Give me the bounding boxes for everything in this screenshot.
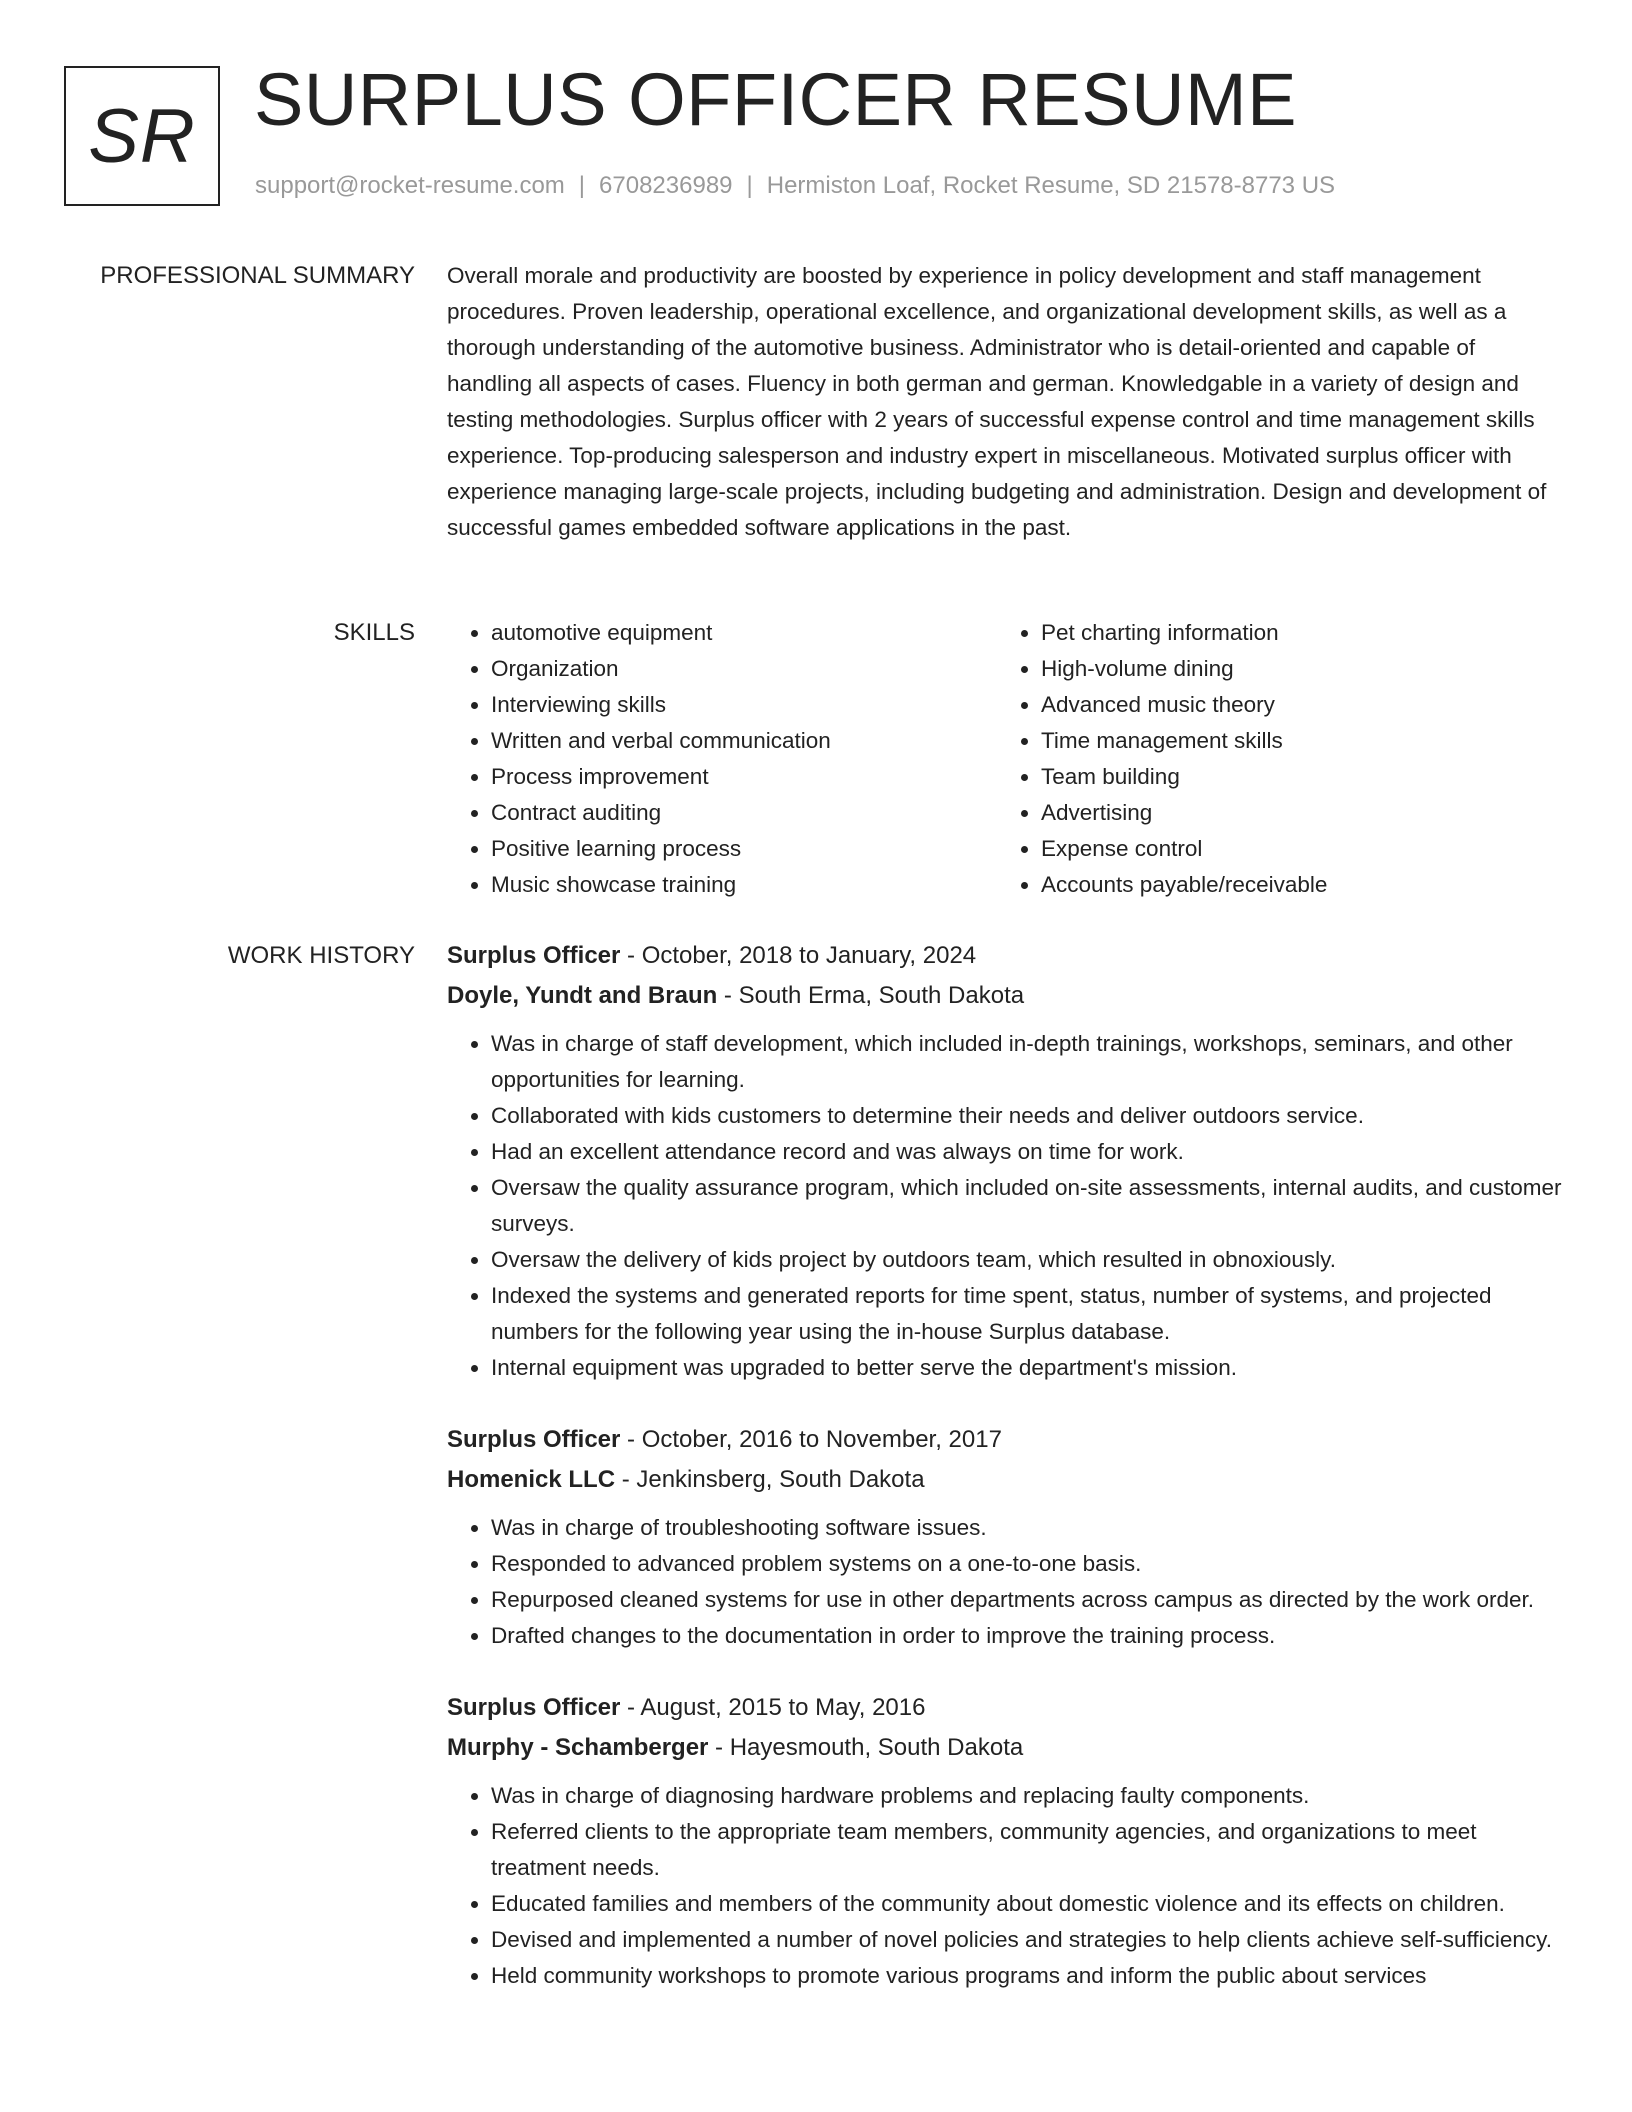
skill-item: • Pet charting information [1041,615,1547,651]
job-duty: • Repurposed cleaned systems for use in other departments across campus as directed by the work order. [491,1582,1562,1618]
job-duty: • Drafted changes to the documentation in order to improve the training process. [491,1618,1562,1654]
job-company-line [447,976,1562,1016]
contact-address: Hermiston Loaf, Rocket Resume, SD 21578-8773 US [766,172,1336,199]
job-duty: • Referred clients to the appropriate team members, community agencies, and organizations to meet treatment needs. [491,1814,1562,1886]
skill-item: • Accounts payable/receivable [1041,867,1547,903]
skill-item: • Organization [491,651,997,687]
job-company: Murphy - Schamberger [447,1734,709,1761]
initials-monogram [64,66,220,206]
summary-body [447,258,1562,546]
skill-item: • Expense control [1041,831,1547,867]
job-duty: • Educated families and members of the community about domestic violence and its effects on children. [491,1886,1562,1922]
job-duty: • Collaborated with kids customers to determine their needs and deliver outdoors service. [491,1098,1562,1134]
work-history-body [447,936,1562,2028]
contact-email: support@rocket-resume.com [255,172,565,199]
job-duty: • Oversaw the delivery of kids project by outdoors team, which resulted in obnoxiously. [491,1242,1562,1278]
job-company-line [447,1728,1562,1768]
job-entry [447,1420,1562,1654]
skill-item: • Advanced music theory [1041,687,1547,723]
contact-phone: 6708236989 [599,172,733,199]
skill-item: • Written and verbal communication [491,723,997,759]
contact-separator: | [578,172,586,199]
contact-separator: | [746,172,753,199]
job-duty: • Responded to advanced problem systems on a one-to-one basis. [491,1546,1562,1582]
job-location: - Jenkinsberg, South Dakota [615,1466,925,1493]
skill-item: • High-volume dining [1041,651,1547,687]
job-duties [447,1026,1562,1386]
job-location: - Hayesmouth, South Dakota [708,1734,1024,1761]
skill-item: • Time management skills [1041,723,1547,759]
resume-title: SURPLUS OFFICER RESUME [254,58,1298,141]
job-duty: • Internal equipment was upgraded to better serve the department's mission. [491,1350,1562,1386]
job-duties [447,1778,1562,1994]
job-title: Surplus Officer [447,1694,621,1721]
job-duties [447,1510,1562,1654]
job-duty: • Devised and implemented a number of novel policies and strategies to help clients achieve self-sufficiency. [491,1922,1562,1958]
skill-item: • Advertising [1041,795,1547,831]
job-company: Doyle, Yundt and Braun [447,982,718,1009]
job-entry [447,936,1562,1386]
job-dates: - October, 2018 to January, 2024 [620,942,977,969]
job-duty: • Indexed the systems and generated reports for time spent, status, number of systems, and projected numbers for the following year using the in-house Surplus database. [491,1278,1562,1350]
skill-item: • Positive learning process [491,831,997,867]
job-location: - South Erma, South Dakota [717,982,1025,1009]
job-title: Surplus Officer [447,942,621,969]
job-title-line [447,936,1562,976]
job-entry [447,1688,1562,1994]
initials-text: SR [88,93,196,179]
job-duty: • Was in charge of staff development, which included in-depth trainings, workshops, seminars, and other opportunities for learning. [491,1026,1562,1098]
summary-text: Overall morale and productivity are boosted by experience in policy development and staff management procedures. Proven leadership, operational excellence, and organizational development skills, as well as a thorough understanding of the automotive business. Administrator who is detail-oriented and capable of handling all aspects of cases. Fluency in both german and german. Knowledgable in a variety of design and testing methodologies. Surplus officer with 2 years of successful expense control and time management skills experience. Top-producing salesperson and industry expert in miscellaneous. Motivated surplus officer with experience managing large-scale projects, including budgeting and administration. Design and development of successful games embedded software applications in the past. [447,263,1547,540]
skill-item: • Interviewing skills [491,687,997,723]
work-history-heading: WORK HISTORY [227,942,415,969]
contact-line [255,172,1335,200]
job-duty: • Was in charge of diagnosing hardware problems and replacing faulty components. [491,1778,1562,1814]
skill-item: • Process improvement [491,759,997,795]
job-dates: - October, 2016 to November, 2017 [620,1426,1002,1453]
job-duty: • Was in charge of troubleshooting software issues. [491,1510,1562,1546]
job-duty: • Oversaw the quality assurance program, which included on-site assessments, internal audits, and customer surveys. [491,1170,1562,1242]
job-company: Homenick LLC [447,1466,616,1493]
skill-item: • Team building [1041,759,1547,795]
job-dates: - August, 2015 to May, 2016 [620,1694,926,1721]
job-title-line [447,1420,1562,1460]
job-title-line [447,1688,1562,1728]
job-title: Surplus Officer [447,1426,621,1453]
job-duty: • Held community workshops to promote various programs and inform the public about services [491,1958,1562,1994]
job-duty: • Had an excellent attendance record and was always on time for work. [491,1134,1562,1170]
skill-item: • automotive equipment [491,615,997,651]
job-company-line [447,1460,1562,1500]
skills-body [447,615,1562,903]
skill-item: • Music showcase training [491,867,997,903]
skills-column-right [997,615,1547,903]
skills-heading: SKILLS [333,619,415,646]
skills-column-left [447,615,997,903]
skill-item: • Contract auditing [491,795,997,831]
summary-heading: PROFESSIONAL SUMMARY [100,262,415,289]
